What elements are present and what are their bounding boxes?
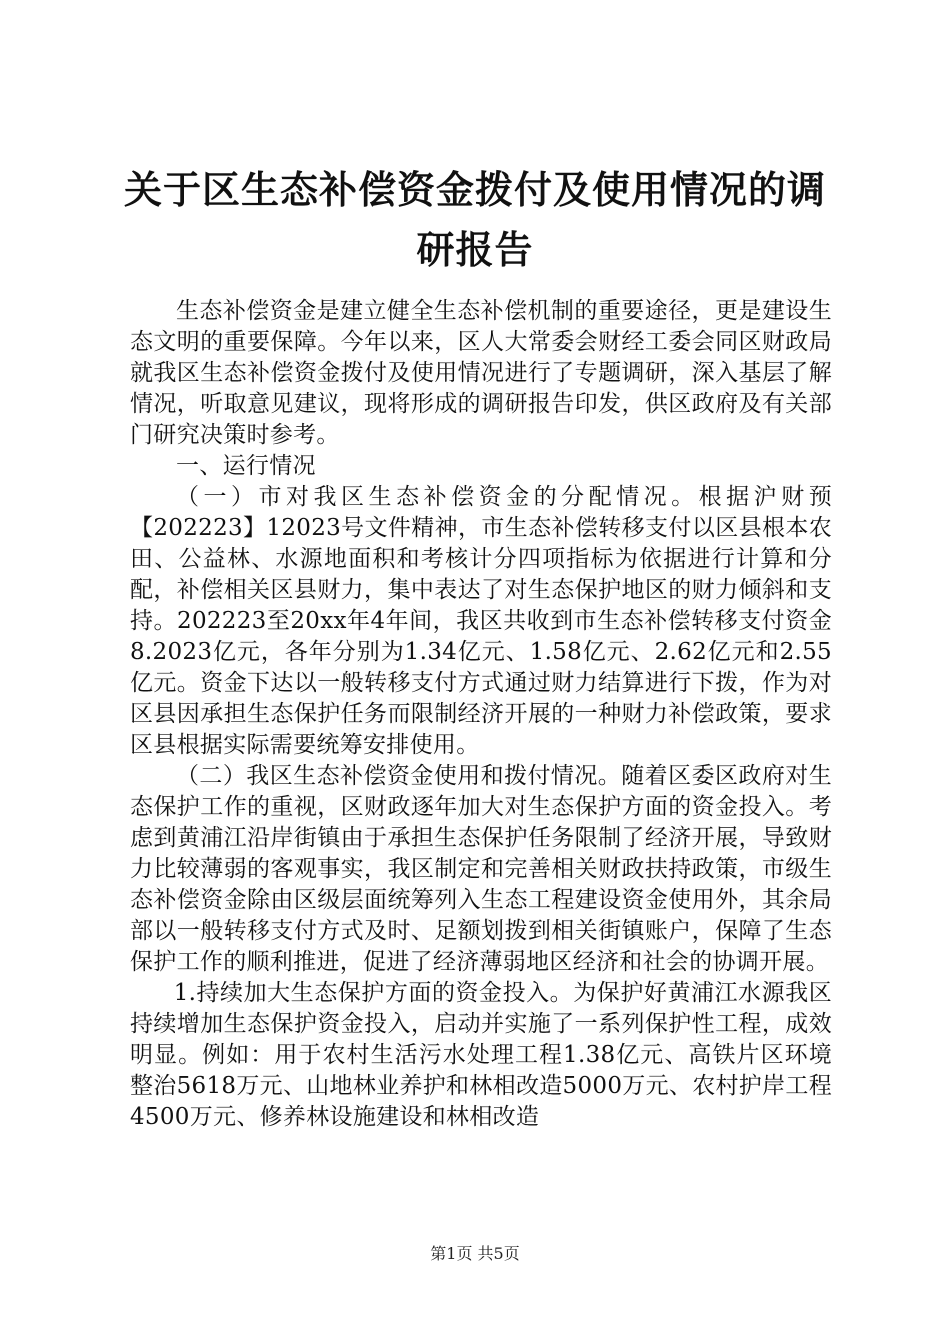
paragraph-usage: （二）我区生态补偿资金使用和拨付情况。随着区委区政府对生态保护工作的重视，区财政逐年加大对生态保护方面的资金投入。考虑到黄浦江沿岸街镇由于承担生态保护任务限制了经济开展，导致财力比较薄弱的客观事实，我区制定和完善相关财政扶持政策，市级生态补偿资金除由区级层面统筹列入生态工程建设资金使用外，其余局部以一般转移支付方式及时、足额划拨到相关街镇账户，保障了生态保护工作的顺利推进，促进了经济薄弱地区经济和社会的协调开展。: [130, 763, 832, 975]
paragraph-allocation: （一）市对我区生态补偿资金的分配情况。根据沪财预【202223】12023号文件精神，市生态补偿转移支付以区县根本农田、公益林、水源地面积和考核计分四项指标为依据进行计算和分配，补偿相关区县财力，集中表达了对生态保护地区的财力倾斜和支持。202223至20xx年4年间，我区共收到市生态补偿转移支付资金8.2023亿元，各年分别为1.34亿元、1.58亿元、2.62亿元和2.55亿元。资金下达以一般转移支付方式通过财力结算进行下拨，作为对区县因承担生态保护任务而限制经济开展的一种财力补偿政策，要求区县根据实际需要统筹安排使用。: [130, 484, 832, 758]
page-number-footer: 第1页 共5页: [430, 1244, 520, 1263]
document-title: 关于区生态补偿资金拨付及使用情况的调研报告: [123, 168, 826, 272]
intro-paragraph: 生态补偿资金是建立健全生态补偿机制的重要途径，更是建设生态文明的重要保障。今年以来，区人大常委会财经工委会同区财政局就我区生态补偿资金拨付及使用情况进行了专题调研，深入基层了解情况，听取意见建议，现将形成的调研报告印发，供区政府及有关部门研究决策时参考。: [130, 298, 832, 448]
paragraph-item-1: 1.持续加大生态保护方面的资金投入。为保护好黄浦江水源我区持续增加生态保护资金投入，启动并实施了一系列保护性工程，成效明显。例如：用于农村生活污水处理工程1.38亿元、高铁片区环境整治5618万元、山地林业养护和林相改造5000万元、农村护岸工程4500万元、修养林设施建设和林相改造: [130, 980, 832, 1130]
document-body: [130, 296, 832, 1133]
section-heading-operation: 一、运行情况: [176, 453, 316, 479]
